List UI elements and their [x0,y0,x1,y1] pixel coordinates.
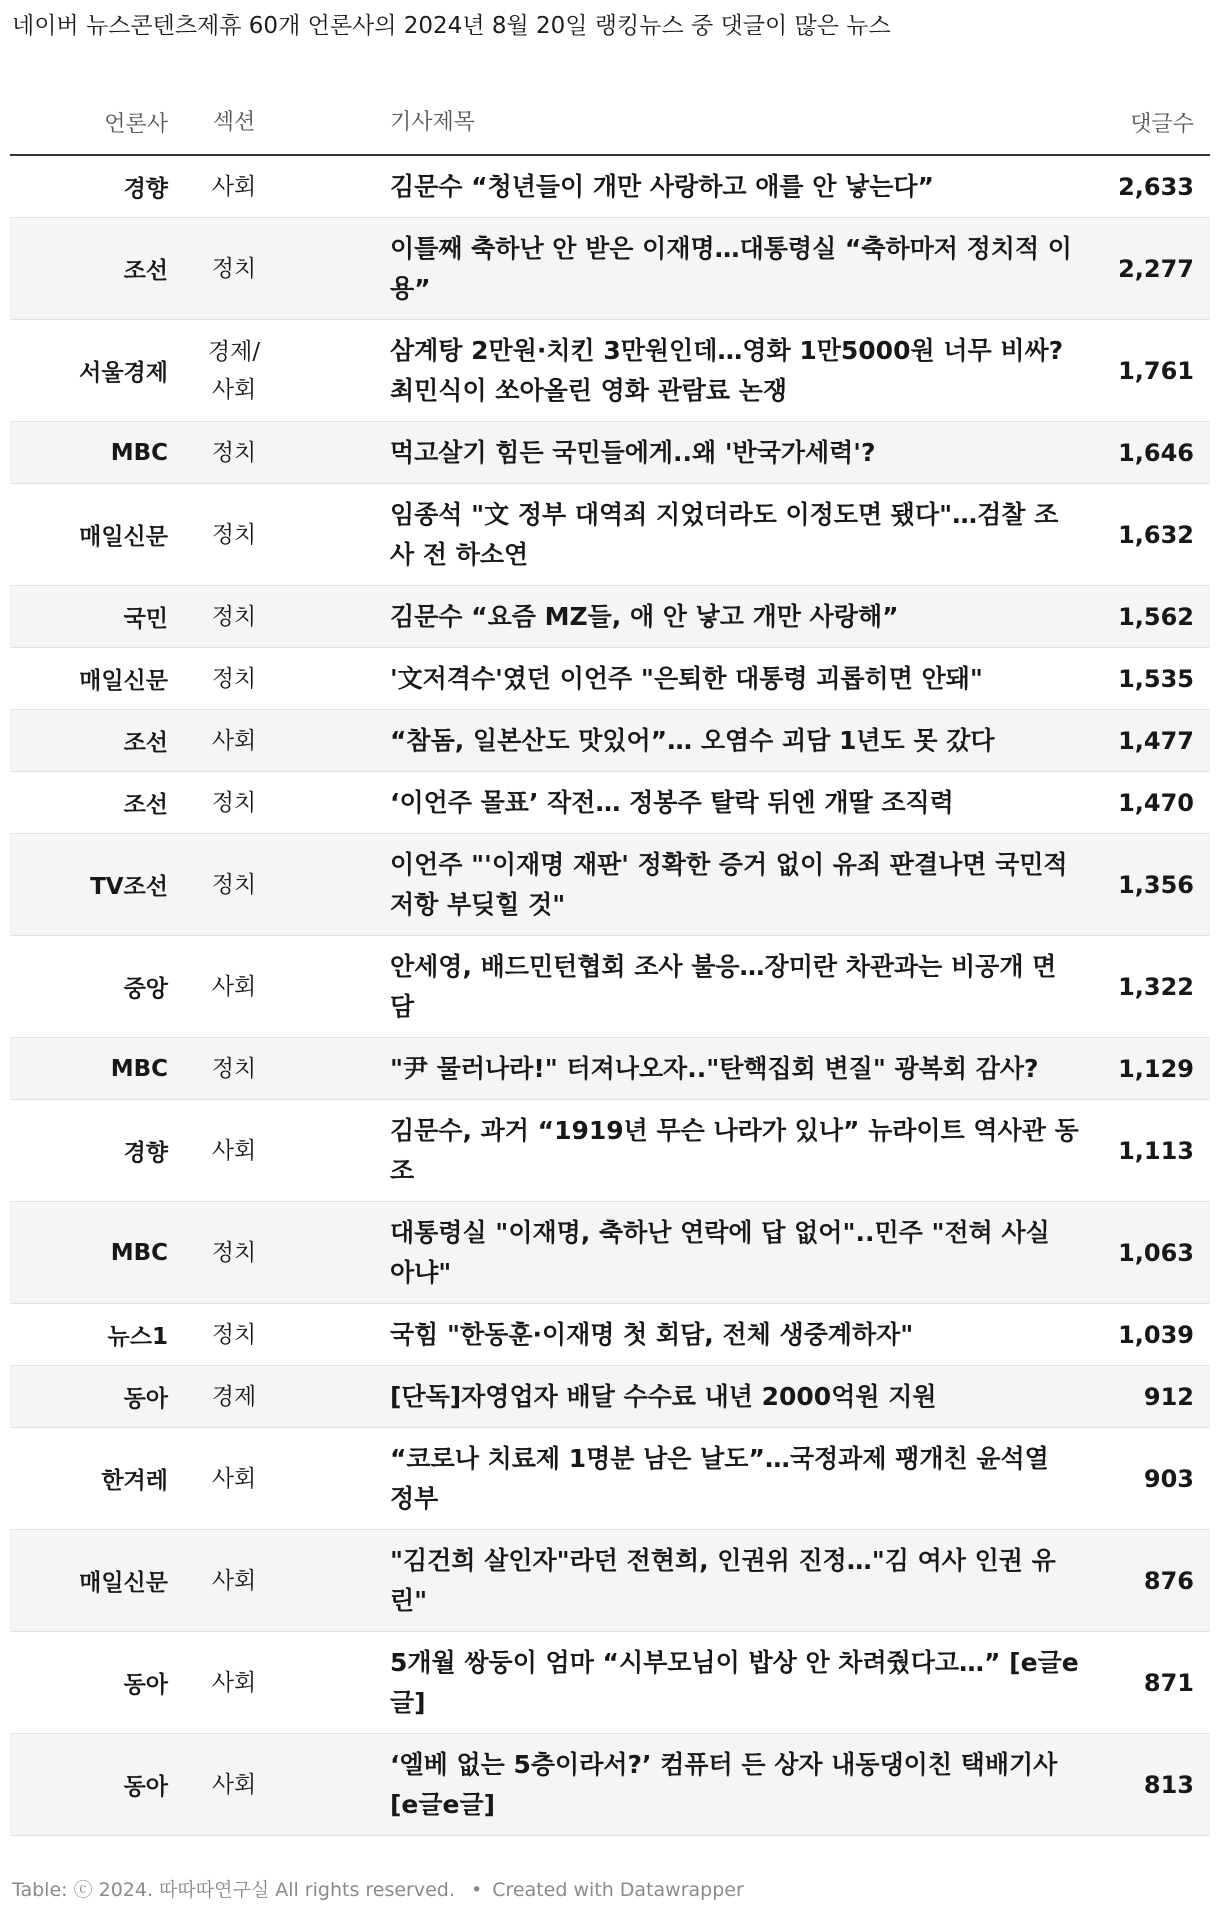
table-row [10,1632,1210,1734]
cell-comments: 1,646 [1118,438,1194,467]
table-row [10,1304,1210,1366]
cell-comments: 2,277 [1118,254,1194,283]
cell-publisher: 매일신문 [79,668,168,694]
table-row [10,1530,1210,1632]
cell-headline: "尹 물러나라!" 터져나오자.."탄핵집회 변질" 광복회 감사? [390,1053,1039,1083]
cell-headline: "김건희 살인자"라던 전현희, 인권위 진정…"김 여사 인권 유린" [390,1545,1056,1615]
footer [12,1876,744,1904]
cell-headline: 이언주 "'이재명 재판' 정확한 증거 없이 유죄 판결나면 국민적 저항 부딪힐 것" [390,849,1068,919]
cell-section: 사회 [211,173,257,200]
cell-section: 정치 [211,521,257,548]
cell-comments: 1,113 [1118,1136,1194,1165]
footer-credit: Created with Datawrapper [492,1879,744,1901]
cell-headline: 안세영, 배드민턴협회 조사 불응…장미란 차관과는 비공개 면담 [390,951,1057,1021]
cell-publisher: 서울경제 [79,360,168,386]
cell-publisher: MBC [110,439,168,466]
footer-source: Table: ⓒ 2024. 따따따연구실 All rights reserved. [12,1879,455,1901]
table-row [10,1366,1210,1428]
table-row [10,1202,1210,1304]
cell-section: 경제 [211,1383,257,1410]
cell-section: 사회 [211,1669,257,1696]
cell-publisher: 중앙 [123,976,168,1002]
table-row [10,1428,1210,1530]
cell-publisher: 경향 [123,1140,168,1166]
cell-publisher: 동아 [123,1386,168,1412]
cell-comments: 1,356 [1118,870,1194,899]
cell-headline: 이틀째 축하난 안 받은 이재명…대통령실 “축하마저 정치적 이용” [390,233,1072,303]
cell-publisher: 매일신문 [79,1570,168,1596]
cell-comments: 1,470 [1118,788,1194,817]
cell-comments: 903 [1143,1464,1194,1493]
cell-comments: 1,535 [1118,664,1194,693]
table-row [10,1100,1210,1202]
cell-headline: ‘이언주 몰표’ 작전… 정봉주 탈락 뒤엔 개딸 조직력 [390,787,954,817]
cell-headline: 5개월 쌍둥이 엄마 “시부모님이 밥상 안 차려줬다고…” [e글e글] [390,1647,1079,1717]
cell-headline: 임종석 "文 정부 대역죄 지었더라도 이정도면 됐다"…검찰 조사 전 하소연 [390,499,1059,569]
cell-section: 경제/사회 [207,338,261,403]
cell-headline: 대통령실 "이재명, 축하난 연락에 답 없어"..민주 "전혀 사실 아냐" [390,1217,1050,1287]
cell-section: 사회 [211,727,257,754]
comments-table [10,90,1210,1836]
table-row [10,936,1210,1038]
cell-comments: 813 [1143,1770,1194,1799]
cell-publisher: MBC [110,1239,168,1266]
cell-section: 정치 [211,1055,257,1082]
footer-separator: • [470,1879,483,1901]
cell-publisher: MBC [110,1055,168,1082]
cell-section: 정치 [211,871,257,898]
cell-comments: 1,063 [1118,1238,1194,1267]
cell-section: 사회 [211,973,257,1000]
cell-headline: 김문수, 과거 “1919년 무슨 나라가 있나” 뉴라이트 역사관 동조 [390,1115,1079,1185]
cell-headline: '文저격수'였던 이언주 "은퇴한 대통령 괴롭히면 안돼" [390,663,983,693]
cell-section: 사회 [211,1567,257,1594]
cell-headline: 국힘 "한동훈·이재명 첫 회담, 전체 생중계하자" [390,1319,914,1349]
header-headline[interactable]: 기사제목 [390,110,476,135]
cell-publisher: TV조선 [90,874,168,900]
cell-headline: “코로나 치료제 1명분 남은 날도”…국정과제 팽개친 윤석열 정부 [390,1443,1049,1513]
cell-headline: ‘엘베 없는 5층이라서?’ 컴퓨터 든 상자 내동댕이친 택배기사 [e글e글] [390,1749,1058,1819]
table-row [10,586,1210,648]
table-row [10,156,1210,218]
cell-section: 정치 [211,255,257,282]
cell-headline: 김문수 “요즘 MZ들, 애 안 낳고 개만 사랑해” [390,601,899,631]
cell-publisher: 경향 [123,176,168,202]
table-body [10,156,1210,1836]
cell-comments: 1,562 [1118,602,1194,631]
cell-comments: 1,761 [1118,356,1194,385]
cell-section: 정치 [211,439,257,466]
table-row [10,648,1210,710]
table-row [10,1734,1210,1836]
cell-headline: 김문수 “청년들이 개만 사랑하고 애를 안 낳는다” [390,171,934,201]
cell-comments: 876 [1143,1566,1194,1595]
cell-headline: “참돔, 일본산도 맛있어”… 오염수 괴담 1년도 못 갔다 [390,725,995,755]
cell-comments: 1,039 [1118,1320,1194,1349]
cell-publisher: 조선 [123,730,168,756]
table-row [10,834,1210,936]
table-row [10,484,1210,586]
cell-publisher: 동아 [123,1672,168,1698]
cell-headline: 먹고살기 힘든 국민들에게..왜 '반국가세력'? [390,437,876,467]
cell-publisher: 한겨레 [101,1468,168,1494]
cell-comments: 1,477 [1118,726,1194,755]
table-row [10,772,1210,834]
cell-publisher: 뉴스1 [107,1324,168,1350]
cell-section: 정치 [211,789,257,816]
header-publisher[interactable]: 언론사 [104,112,168,137]
cell-comments: 2,633 [1118,172,1194,201]
page-title: 네이버 뉴스콘텐츠제휴 60개 언론사의 2024년 8월 20일 랭킹뉴스 중 댓글이 많은 뉴스 [12,13,891,39]
cell-publisher: 조선 [123,792,168,818]
cell-publisher: 매일신문 [79,524,168,550]
cell-section: 정치 [211,603,257,630]
cell-section: 정치 [211,1239,257,1266]
cell-comments: 912 [1143,1382,1194,1411]
cell-section: 정치 [211,665,257,692]
cell-headline: [단독]자영업자 배달 수수료 내년 2000억원 지원 [390,1381,937,1411]
cell-section: 사회 [211,1137,257,1164]
table-header [10,90,1210,156]
cell-publisher: 조선 [123,258,168,284]
cell-publisher: 국민 [123,606,168,632]
cell-publisher: 동아 [123,1774,168,1800]
table-row [10,710,1210,772]
cell-comments: 1,322 [1118,972,1194,1001]
cell-section: 사회 [211,1465,257,1492]
cell-section: 정치 [211,1321,257,1348]
cell-headline: 삼계탕 2만원·치킨 3만원인데…영화 1만5000원 너무 비싸? 최민식이 쏘아올린 영화 관람료 논쟁 [390,335,1064,405]
table-row [10,320,1210,422]
header-comments[interactable]: 댓글수 [1130,112,1194,137]
cell-comments: 1,632 [1118,520,1194,549]
table-row [10,1038,1210,1100]
cell-comments: 1,129 [1118,1054,1194,1083]
cell-comments: 871 [1143,1668,1194,1697]
cell-section: 사회 [211,1771,257,1798]
table-row [10,422,1210,484]
header-section[interactable]: 섹션 [212,110,256,135]
table-row [10,218,1210,320]
